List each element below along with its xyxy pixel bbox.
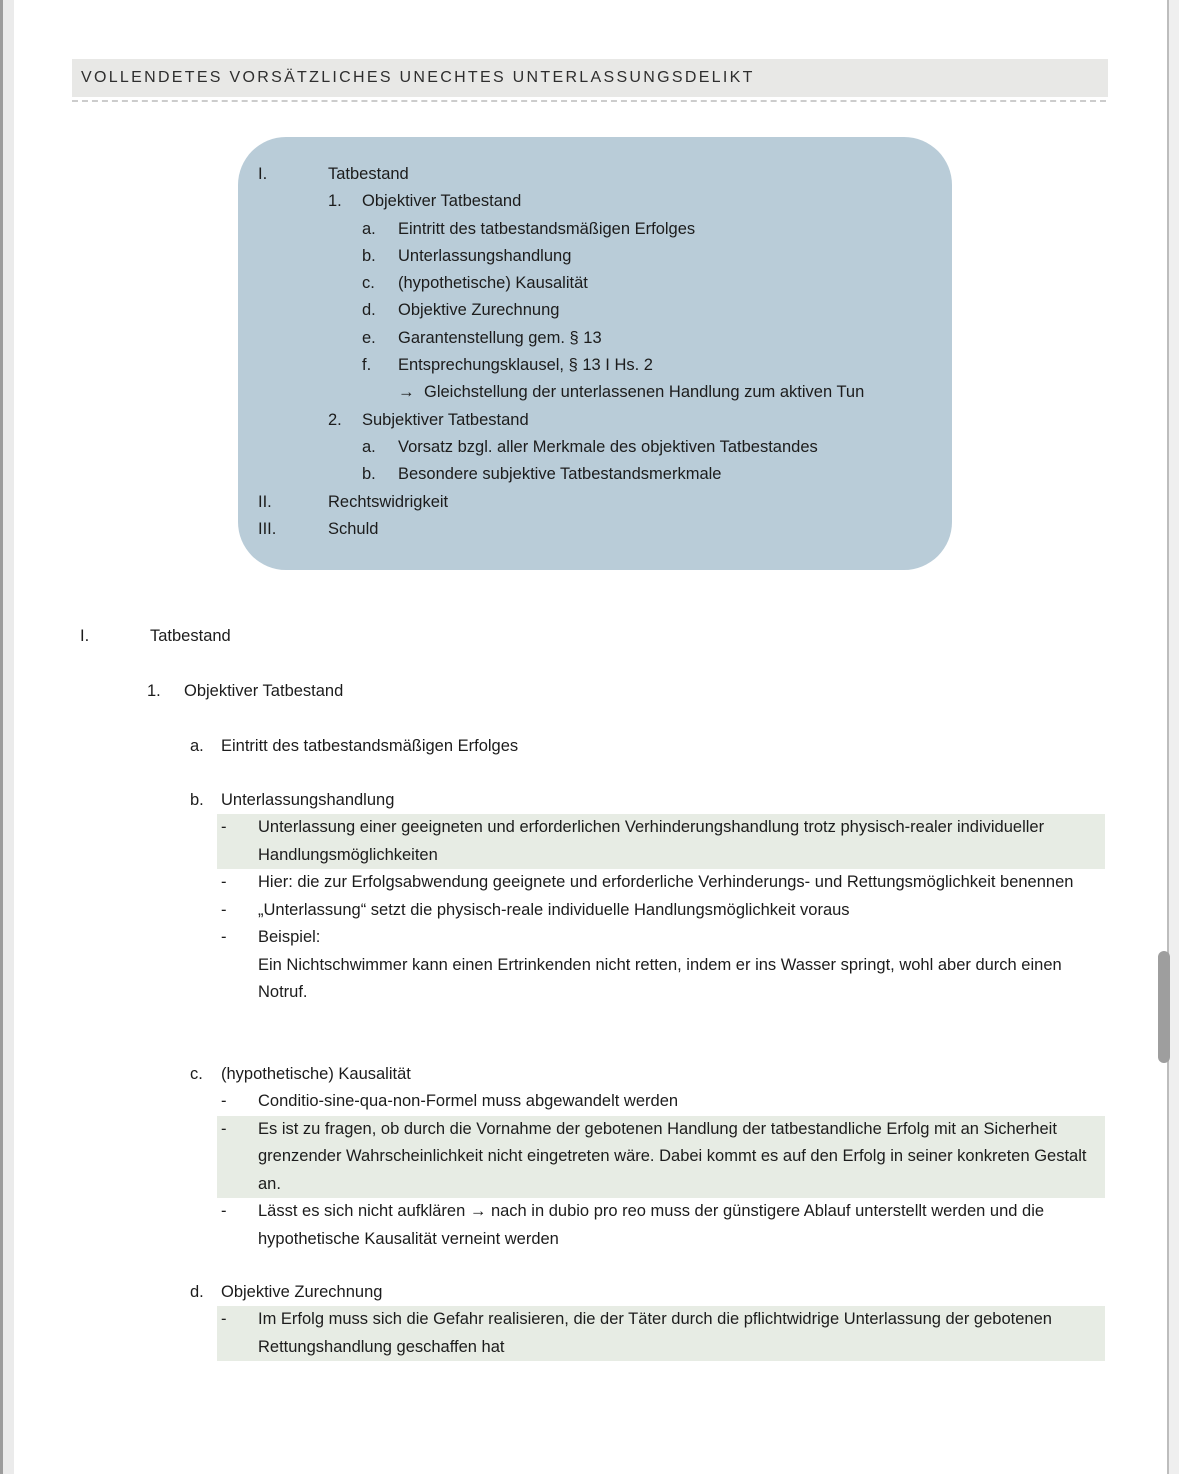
outline-item-text: (hypothetische) Kausalität xyxy=(398,274,588,293)
section-marker: c. xyxy=(190,1065,203,1083)
bullet-text: Lässt es sich nicht aufklären → nach in dubio pro reo muss der günstigere Ablauf unterstellt werden und die hypothetische Kausalität verneint werden xyxy=(258,1202,1045,1248)
section-marker: a. xyxy=(190,737,204,755)
bullet-dash: - xyxy=(221,928,227,946)
bullet-dash: - xyxy=(221,873,227,891)
page-right-edge xyxy=(1169,0,1179,1474)
outline-item-text: Objektive Zurechnung xyxy=(398,301,560,320)
scrollbar-thumb[interactable] xyxy=(1158,951,1170,1063)
outline-item-marker: f. xyxy=(362,356,372,375)
bullet-dash: - xyxy=(221,1310,227,1328)
bullet-text: Beispiel: xyxy=(258,928,321,946)
bullet-dash: - xyxy=(221,900,227,919)
bullet-item xyxy=(217,897,1105,925)
outline-item-text: Subjektiver Tatbestand xyxy=(362,410,529,429)
outline-item-text: Schuld xyxy=(328,519,379,538)
outline-item-text: Besondere subjektive Tatbestandsmerkmale xyxy=(398,465,722,484)
subsection-b xyxy=(190,786,1105,1007)
section-title: Objektiver Tatbestand xyxy=(184,682,344,700)
bullet-text: Es ist zu fragen, ob durch die Vornahme der gebotenen Handlung der tatbestandliche Erfolg mit an Sicherheit grenzender Wahrscheinlichkeit nicht eingetreten wäre. Dabei kommt es auf den Erfolg in seiner konkreten Gestalt an. xyxy=(258,1119,1087,1193)
section-title: Eintritt des tatbestandsmäßigen Erfolges xyxy=(221,737,519,755)
section-marker: b. xyxy=(190,791,204,809)
section-title: Tatbestand xyxy=(150,627,231,645)
outline-item-marker: c. xyxy=(362,274,375,293)
section-heading-I xyxy=(80,622,231,650)
subsection-heading-b xyxy=(190,786,1105,814)
outline-item xyxy=(258,297,934,324)
outline-item-text: Entsprechungsklausel, § 13 I Hs. 2 xyxy=(398,356,653,375)
outline-item-marker: b. xyxy=(362,465,376,484)
subsection-heading-c xyxy=(190,1060,1105,1088)
subsection-heading-a xyxy=(190,732,518,760)
bullet-item xyxy=(217,1088,1105,1116)
page-left-edge xyxy=(3,0,14,1474)
outline-item xyxy=(258,461,934,488)
outline-item-marker: 1. xyxy=(328,192,342,211)
outline-item-text: Objektiver Tatbestand xyxy=(362,192,522,211)
section-marker: d. xyxy=(190,1283,204,1301)
outline-item xyxy=(258,352,934,379)
section-title: Objektive Zurechnung xyxy=(221,1283,383,1301)
outline-item xyxy=(258,407,934,434)
outline-item-marker: III. xyxy=(258,519,277,538)
outline-item-marker: e. xyxy=(362,328,376,347)
bullet-item xyxy=(217,1198,1105,1253)
bullet-item xyxy=(217,924,1105,952)
outline-item-text: Garantenstellung gem. § 13 xyxy=(398,328,602,347)
outline-item xyxy=(258,434,934,461)
outline-item-marker: a. xyxy=(362,437,376,456)
right-arrow-icon: → xyxy=(398,383,415,402)
bullet-dash: - xyxy=(221,818,227,836)
document-title-bar xyxy=(72,59,1108,97)
outline-item-text: Vorsatz bzgl. aller Merkmale des objektiven Tatbestandes xyxy=(398,437,818,456)
outline-item xyxy=(258,243,934,270)
section-marker: 1. xyxy=(147,682,161,700)
outline-item xyxy=(258,161,934,188)
outline-item-text: Rechtswidrigkeit xyxy=(328,492,449,511)
bullet-item xyxy=(217,814,1105,869)
bullet-dash: - xyxy=(221,1202,227,1220)
section-title: (hypothetische) Kausalität xyxy=(221,1065,411,1083)
bullet-text: Conditio-sine-qua-non-Formel muss abgewandelt werden xyxy=(258,1092,679,1110)
section-marker: I. xyxy=(80,627,90,645)
outline-item-marker: a. xyxy=(362,219,376,238)
bullet-text: Hier: die zur Erfolgsabwendung geeignete und erforderliche Verhinderungs- und Rettungsmöglichkeit benennen xyxy=(258,873,1074,891)
outline-item xyxy=(258,516,934,543)
outline-item xyxy=(258,216,934,243)
subsection-d xyxy=(190,1278,1105,1361)
bullet-dash: - xyxy=(221,1092,227,1110)
outline-item-marker: d. xyxy=(362,301,376,320)
outline-item-text: Eintritt des tatbestandsmäßigen Erfolges xyxy=(398,219,696,238)
outline-item-text: Tatbestand xyxy=(328,165,409,183)
subsection-c xyxy=(190,1060,1105,1253)
bullet-list xyxy=(217,1088,1105,1253)
bullet-item xyxy=(217,1116,1105,1199)
bullet-text: Im Erfolg muss sich die Gefahr realisieren, die der Täter durch die pflichtwidrige Unterlassung der gebotenen Rettungshandlung geschaffen hat xyxy=(258,1310,1052,1356)
bullet-dash xyxy=(217,952,258,1007)
bullet-list xyxy=(217,1306,1105,1361)
outline-item xyxy=(258,188,934,215)
outline-item-marker: b. xyxy=(362,246,376,265)
outline-item xyxy=(258,325,934,352)
bullet-text: „Unterlassung“ setzt die physisch-reale individuelle Handlungsmöglichkeit voraus xyxy=(258,900,850,919)
subsection-heading-d xyxy=(190,1278,1105,1306)
outline-box xyxy=(238,137,952,570)
section-title: Unterlassungshandlung xyxy=(221,791,395,809)
title-dashed-underline xyxy=(72,100,1106,102)
outline-item-marker: II. xyxy=(258,492,272,511)
document-title: VOLLENDETES VORSÄTZLICHES UNECHTES UNTERLASSUNGSDELIKT xyxy=(81,69,755,86)
outline-item-arrow-note xyxy=(258,379,934,406)
outline-item xyxy=(258,489,934,516)
outline-item xyxy=(258,270,934,297)
bullet-dash: - xyxy=(221,1119,227,1138)
bullet-item-example xyxy=(217,952,1105,1007)
bullet-item xyxy=(217,1306,1105,1361)
outline-item-text: Gleichstellung der unterlassenen Handlung zum aktiven Tun xyxy=(424,383,865,402)
bullet-text: Unterlassung einer geeigneten und erforderlichen Verhinderungshandlung trotz physisch-realer individueller Handlungsmöglichkeiten xyxy=(258,818,1045,864)
outline-item-marker: 2. xyxy=(328,410,342,429)
outline-item-text: Unterlassungshandlung xyxy=(398,246,572,265)
bullet-list xyxy=(217,814,1105,1007)
bullet-item xyxy=(217,869,1105,897)
bullet-text: Ein Nichtschwimmer kann einen Ertrinkenden nicht retten, indem er ins Wasser springt, wohl aber durch einen Notruf. xyxy=(258,955,1062,1001)
outline-item-marker: I. xyxy=(258,165,268,183)
section-heading-1 xyxy=(147,677,343,705)
